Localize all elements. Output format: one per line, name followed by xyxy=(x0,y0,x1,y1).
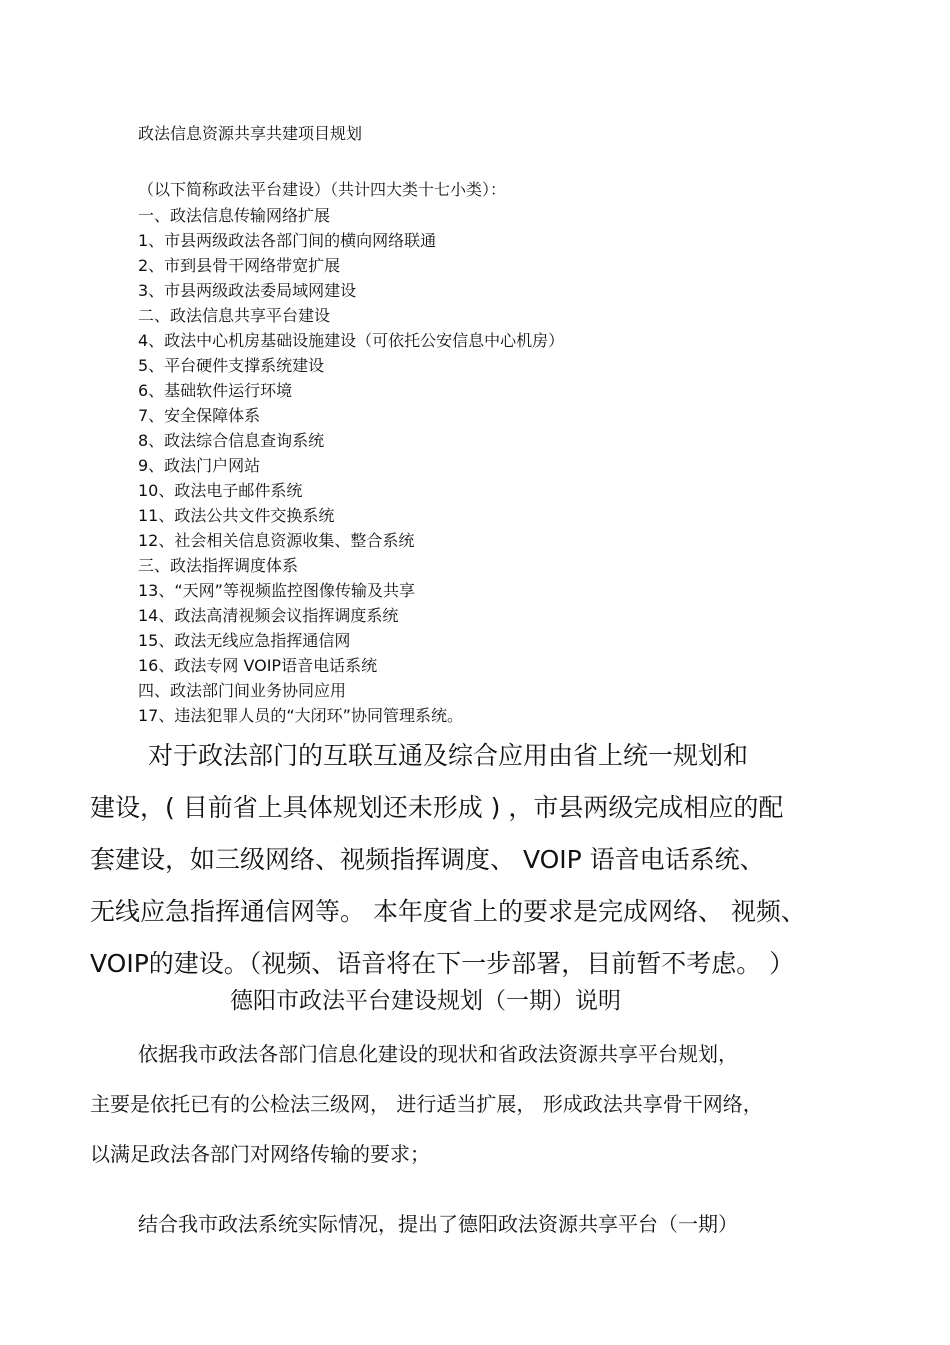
list-item: 1、市县两级政法各部门间的横向网络联通 xyxy=(138,231,437,250)
list-item: 7、安全保障体系 xyxy=(138,406,261,425)
paragraph-line: 结合我市政法系统实际情况，提出了德阳政法资源共享平台（一期） xyxy=(138,1212,738,1236)
category-heading: 三、政法指挥调度体系 xyxy=(138,556,299,575)
list-item: 2、市到县骨干网络带宽扩展 xyxy=(138,256,341,275)
list-item: 4、政法中心机房基础设施建设（可依托公安信息中心机房） xyxy=(138,331,565,350)
section-heading: 德阳市政法平台建设规划（一期）说明 xyxy=(230,988,621,1014)
list-item: 3、市县两级政法委局域网建设 xyxy=(138,281,357,300)
paragraph-line: 套建设，如三级网络、视频指挥调度、 VOIP 语音电话系统、 xyxy=(90,845,765,874)
project-list xyxy=(138,203,564,728)
list-item: 16、政法专网 VOIP语音电话系统 xyxy=(138,656,378,675)
paragraph-line: 无线应急指挥通信网等。 本年度省上的要求是完成网络、 视频、 xyxy=(90,897,806,926)
paragraph-line: 对于政法部门的互联互通及综合应用由省上统一规划和 xyxy=(148,741,749,770)
document-title: 政法信息资源共享共建项目规划 xyxy=(138,124,363,143)
paragraph-line: 建设，( 目前省上具体规划还未形成 ) ，市县两级完成相应的配 xyxy=(90,793,784,822)
list-item: 6、基础软件运行环境 xyxy=(138,381,293,400)
provincial-plan-paragraph xyxy=(90,730,870,990)
list-item: 12、社会相关信息资源收集、整合系统 xyxy=(138,531,415,550)
paragraph-line: 依据我市政法各部门信息化建设的现状和省政法资源共享平台规划， xyxy=(138,1042,738,1066)
paragraph-line: 以满足政法各部门对网络传输的要求； xyxy=(90,1142,430,1166)
intro-line: （以下简称政法平台建设）（共计四大类十七小类）： xyxy=(138,180,507,199)
paragraph-line: 主要是依托已有的公检法三级网， 进行适当扩展， 形成政法共享骨干网络， xyxy=(90,1092,763,1116)
paragraph-line: VOIP的建设。（视频、语音将在下一步部署，目前暂不考虑。 ） xyxy=(90,949,795,978)
list-item: 14、政法高清视频会议指挥调度系统 xyxy=(138,606,399,625)
list-item: 11、政法公共文件交换系统 xyxy=(138,506,335,525)
category-heading: 一、政法信息传输网络扩展 xyxy=(138,206,331,225)
list-item: 17、违法犯罪人员的“大闭环”协同管理系统。 xyxy=(138,706,463,725)
list-item: 15、政法无线应急指挥通信网 xyxy=(138,631,351,650)
category-heading: 四、政法部门间业务协同应用 xyxy=(138,681,347,700)
list-item: 9、政法门户网站 xyxy=(138,456,261,475)
list-item: 13、“天网”等视频监控图像传输及共享 xyxy=(138,581,415,600)
category-heading: 二、政法信息共享平台建设 xyxy=(138,306,331,325)
plan-description-paragraph xyxy=(90,1029,763,1249)
list-item: 10、政法电子邮件系统 xyxy=(138,481,303,500)
list-item: 8、政法综合信息查询系统 xyxy=(138,431,325,450)
list-item: 5、平台硬件支撑系统建设 xyxy=(138,356,325,375)
